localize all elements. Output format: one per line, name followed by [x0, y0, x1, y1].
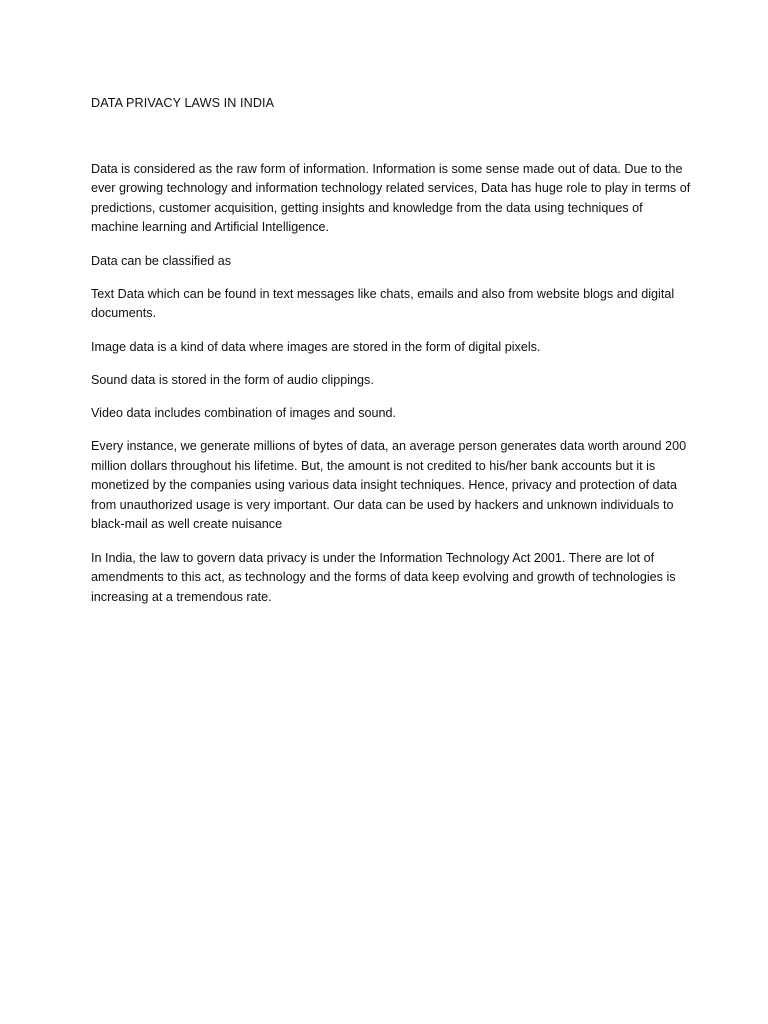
document-title: DATA PRIVACY LAWS IN INDIA [91, 96, 275, 110]
paragraph-classification: Data can be classified as [91, 253, 232, 268]
paragraph-image-data: Image data is a kind of data where images are stored in the form of digital pixels. [91, 339, 541, 354]
document-body [91, 160, 691, 608]
paragraph-intro: Data is considered as the raw form of information. Information is some sense made out of data. Due to the ever growing technology and information technology related services, Data has huge role to play in terms of predictions, customer acquisition, getting insights and knowledge from the data using techniques of machine learning and Artificial Intelligence. [91, 161, 691, 235]
document-content [91, 94, 691, 621]
paragraph-video-data: Video data includes combination of images and sound. [91, 405, 397, 420]
paragraph-data-value: Every instance, we generate millions of bytes of data, an average person generates data worth around 200 million dollars throughout his lifetime. But, the amount is not credited to his/her bank accounts but it is monetized by the companies using various data insight techniques. Hence, privacy and protection of data from unauthorized usage is very important. Our data can be used by hackers and unknown individuals to black-mail as well create nuisance [91, 439, 687, 532]
paragraph-text-data: Text Data which can be found in text messages like chats, emails and also from website blogs and digital documents. [91, 286, 675, 321]
paragraph-india-law: In India, the law to govern data privacy is under the Information Technology Act 2001. There are lot of amendments to this act, as technology and the forms of data keep evolving and growth of technologies is increasing at a tremendous rate. [91, 550, 676, 604]
paragraph-sound-data: Sound data is stored in the form of audio clippings. [91, 372, 374, 387]
